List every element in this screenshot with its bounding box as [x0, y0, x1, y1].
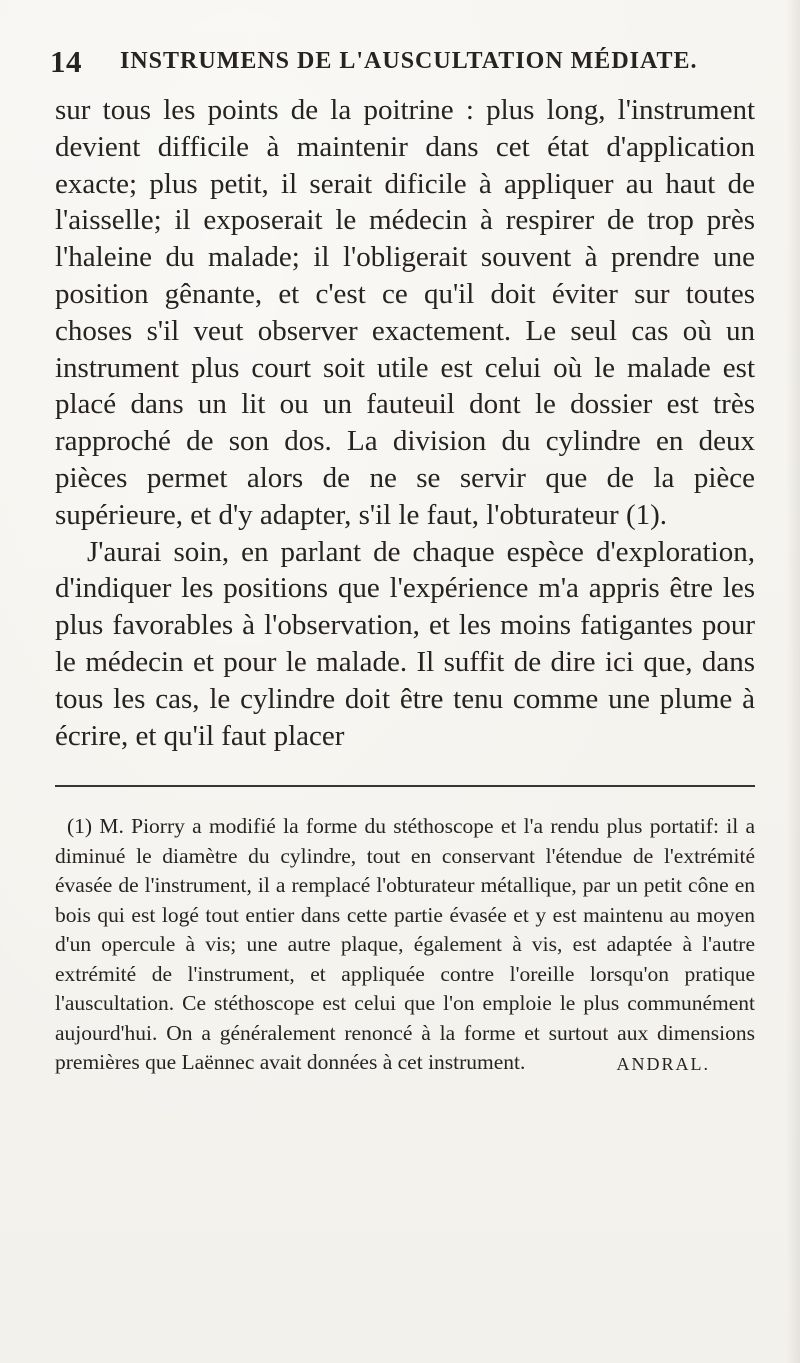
footnote-divider [55, 785, 755, 787]
paragraph: J'aurai soin, en parlant de chaque espèce d'exploration, d'indiquer les positions que l'expérience m'a appris être les plus favorables à l'observation, et les moins fatigantes pour le médecin et pour le malade. Il suffit de dire ici que, dans tous les cas, le cylindre doit être tenu comme une plume à écrire, et qu'il faut placer [55, 535, 755, 752]
footnote [55, 812, 755, 1078]
running-head [50, 44, 750, 84]
page-edge-shadow [786, 0, 800, 1363]
page-number: 14 [50, 44, 82, 79]
running-title: INSTRUMENS DE L'AUSCULTATION MÉDIATE. [120, 48, 698, 74]
footnote-text: (1) M. Piorry a modifié la forme du stéthoscope et l'a rendu plus portatif: il a diminué le diamètre du cylindre, tout en conservant l'étendue de l'extrémité évasée de l'instrument, il a remplacé l'obturateur métallique, par un petit cône en bois qui est logé tout entier dans cette partie évasée et y est maintenu au moyen d'un opercule à vis; une autre plaque, également à vis, est adaptée à l'autre extrémité de l'instrument, et appliquée contre l'oreille lorsqu'on pratique l'auscultation. Ce stéthoscope est celui que l'on emploie le plus communément aujourd'hui. On a généralement renoncé à la forme et surtout aux dimensions premières que Laënnec avait données à cet instrument. [55, 814, 755, 1074]
footnote-signature: ANDRAL. [616, 1054, 710, 1074]
paragraph: sur tous les points de la poitrine : plus long, l'instrument devient difficile à maintenir dans cet état d'application exacte; plus petit, il serait dificile à appliquer au haut de l'aisselle; il exposerait le médecin à respirer de trop près l'haleine du malade; il l'obligerait souvent à prendre une position gênante, et c'est ce qu'il doit éviter sur toutes choses s'il veut observer exactement. Le seul cas où un instrument plus court soit utile est celui où le malade est placé dans un lit ou un fauteuil dont le dossier est très rapproché de son dos. La division du cylindre en deux pièces permet alors de ne se servir que de la pièce supérieure, et d'y adapter, s'il le faut, l'obturateur (1). [55, 94, 755, 531]
main-text [55, 92, 755, 754]
